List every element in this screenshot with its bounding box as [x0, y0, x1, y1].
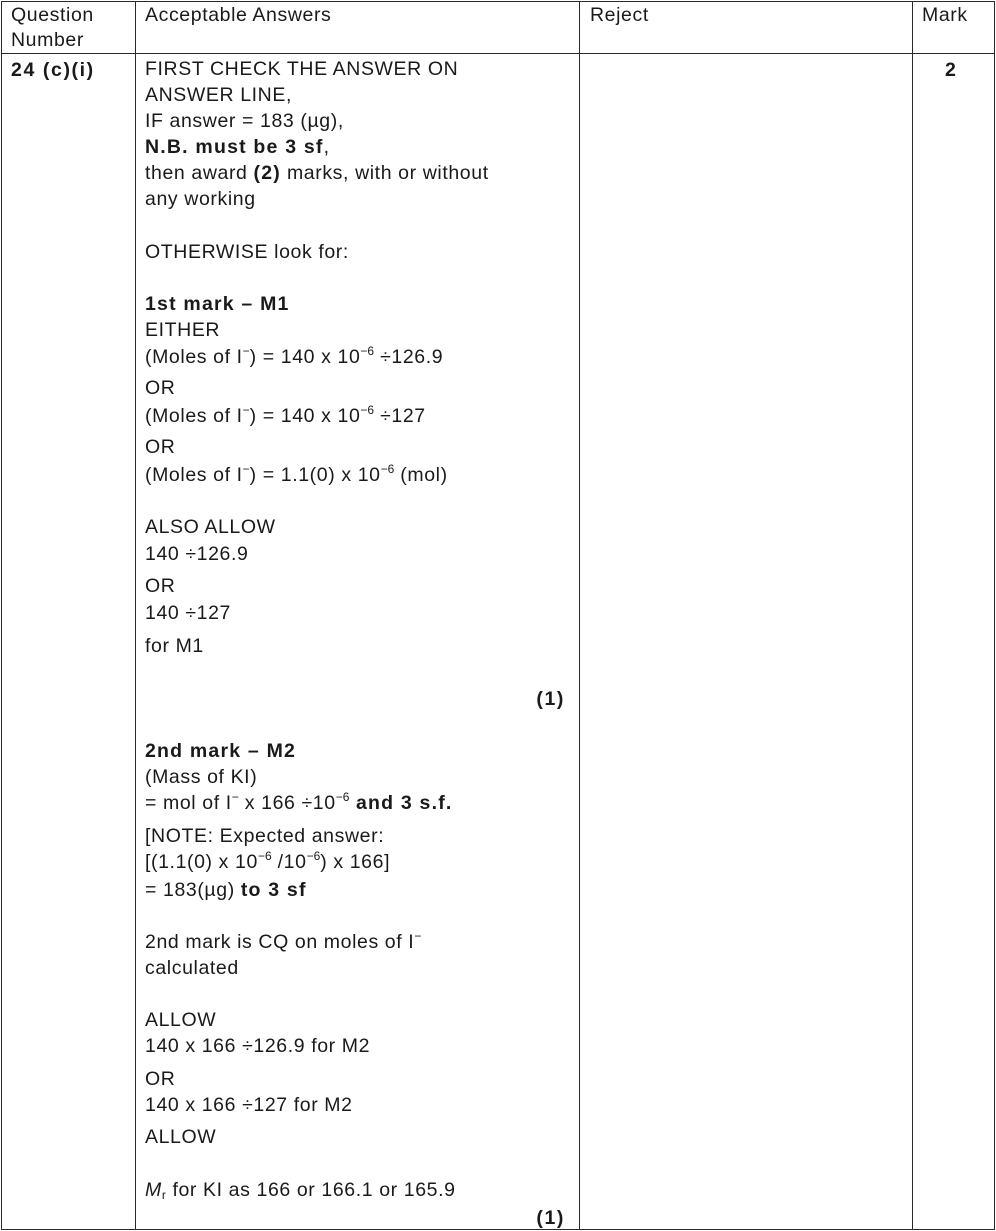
answer-line: N.B. must be 3 sf, — [145, 136, 330, 158]
answer-line: ALSO ALLOW — [145, 516, 276, 538]
formula-line: 2nd mark is CQ on moles of I− — [145, 929, 422, 953]
answer-line: then award (2) marks, with or without — [145, 162, 489, 184]
answer-line: OR — [145, 436, 176, 458]
answer-line: EITHER — [145, 319, 221, 341]
answer-line: any working — [145, 188, 256, 210]
answer-line: (Mass of KI) — [145, 766, 258, 788]
formula-line: (Moles of I−) = 140 x $10^{-6} \div 127$ — [145, 403, 426, 427]
table-border-top — [1, 1, 995, 2]
answer-line: OR — [145, 377, 176, 399]
header-acceptable-answers: Acceptable Answers — [145, 4, 332, 26]
answer-line: ALLOW — [145, 1126, 217, 1148]
formula-line: (Moles of I−) = 140 x $10^{-6} \div 126.9$ — [145, 344, 444, 368]
header-question-number: Question Number — [11, 4, 94, 51]
column-divider — [912, 1, 913, 1230]
answer-line: 140 ÷127 — [145, 602, 231, 624]
total-mark: 2 — [945, 59, 957, 81]
header-divider — [1, 53, 995, 54]
formula-line: [(1.1(0) x $10^{-6}$ $/10^{-6}$) x 166] — [145, 849, 391, 873]
table-border-bottom — [1, 1229, 995, 1230]
m1-mark: (1) — [536, 688, 565, 710]
m2-heading: 2nd mark – M2 — [145, 740, 297, 762]
answer-line: ALLOW — [145, 1009, 217, 1031]
m2-mark: (1) — [536, 1207, 565, 1229]
answer-line: FIRST CHECK THE ANSWER ON — [145, 58, 459, 80]
header-mark: Mark — [922, 4, 968, 26]
answer-line: ANSWER LINE, — [145, 84, 292, 106]
answer-line: OTHERWISE look for: — [145, 241, 349, 263]
question-number: 24 (c)(i) — [11, 59, 95, 81]
answer-line: 140 ÷126.9 — [145, 543, 249, 565]
m1-heading: 1st mark – M1 — [145, 293, 290, 315]
column-divider — [579, 1, 580, 1230]
answer-line: 140 x 166 ÷126.9 for M2 — [145, 1035, 371, 1057]
answer-line: IF answer = 183 (µg), — [145, 110, 344, 132]
formula-line: (Moles of I−) = 1.1(0) x $10^{-6}$ (mol) — [145, 462, 448, 486]
header-reject: Reject — [590, 4, 649, 26]
answer-line: calculated — [145, 957, 239, 979]
answer-line: = 183(µg) to 3 sf — [145, 879, 307, 901]
formula-line: = mol of I− x $166 \div 10^{-6}$ and 3 s.f. — [145, 790, 453, 814]
formula-line: $M_r$ for KI as 166 or 166.1 or 165.9 — [145, 1179, 456, 1202]
answer-line: OR — [145, 575, 176, 597]
answer-line: [NOTE: Expected answer: — [145, 825, 385, 847]
answer-line: OR — [145, 1068, 176, 1090]
table-border-right — [994, 1, 995, 1230]
table-border-left — [1, 1, 2, 1230]
answer-line: 140 x 166 ÷127 for M2 — [145, 1094, 353, 1116]
column-divider — [135, 1, 136, 1230]
answer-line: for M1 — [145, 635, 204, 657]
